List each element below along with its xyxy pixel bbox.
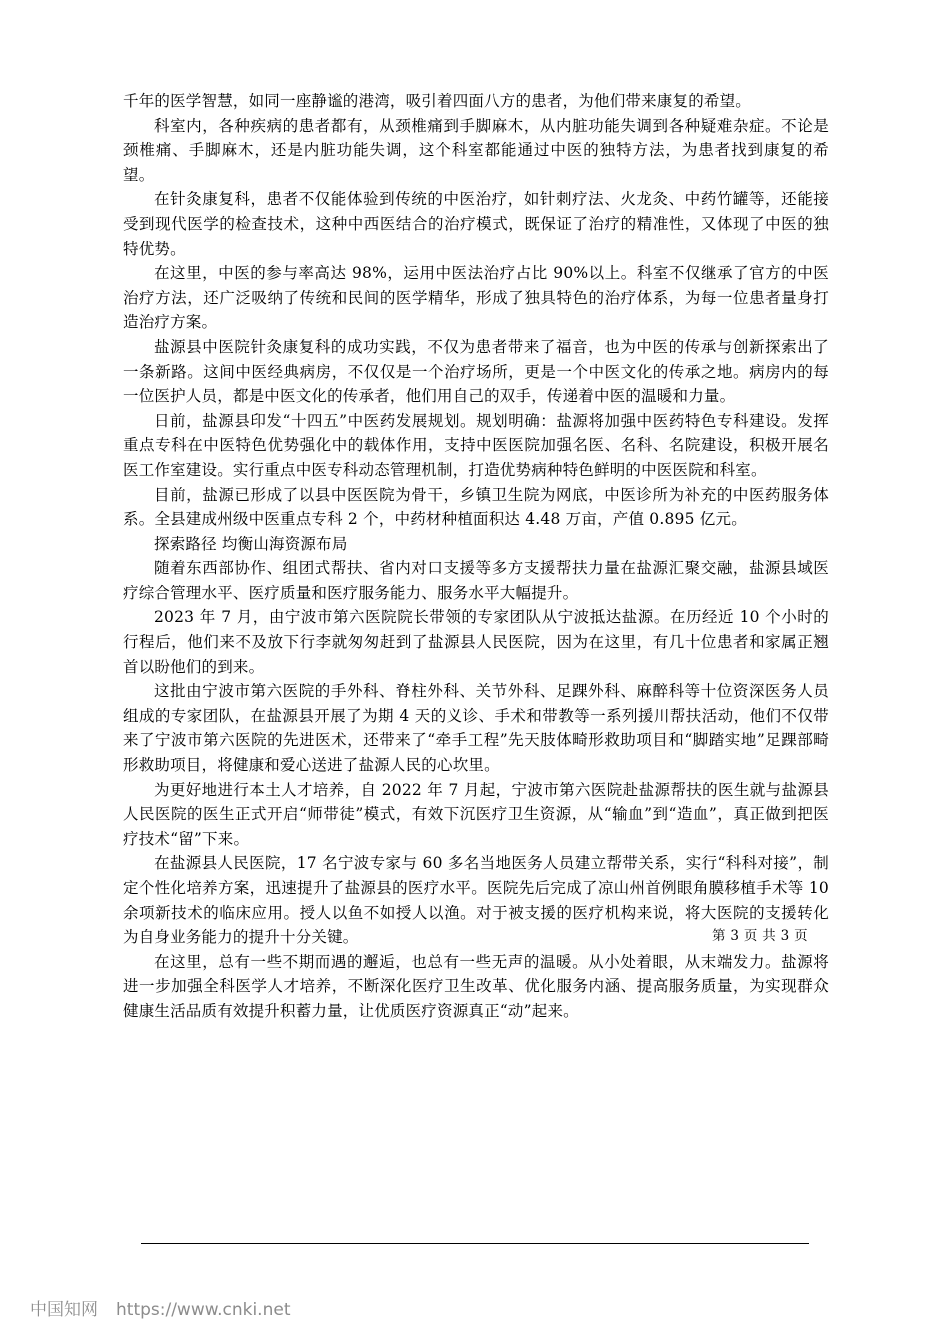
paragraph: 千年的医学智慧，如同一座静谧的港湾，吸引着四面八方的患者，为他们带来康复的希望。 <box>123 92 752 110</box>
paragraph: 这批由宁波市第六医院的手外科、脊柱外科、关节外科、足踝外科、麻醉科等十位资深医务人员组成的专家团队，在盐源县开展了为期 4 天的义诊、手术和带教等一系列援川帮扶活动，他们不仅带来了宁波市第六医院的先进医术，还带来了“牵手工程”先天肢体畸形救助项目和“脚踏实地”足踝部畸形救助项目，将健康和爱心送进了盐源人民的心坎里。 <box>123 682 829 775</box>
paragraph: 在这里，中医的参与率高达 98%，运用中医法治疗占比 90%以上。科室不仅继承了官方的中医治疗方法，还广泛吸纳了传统和民间的医学精华，形成了独具特色的治疗体系，为每一位患者量身打造治疗方案。 <box>123 264 829 332</box>
paragraph: 2023 年 7 月，由宁波市第六医院院长带领的专家团队从宁波抵达盐源。在历经近 10 个小时的行程后，他们来不及放下行李就匆匆赶到了盐源县人民医院，因为在这里，有几十位患者和家属正翘首以盼他们的到来。 <box>123 608 829 676</box>
paragraph: 在针灸康复科，患者不仅能体验到传统的中医治疗，如针刺疗法、火龙灸、中药竹罐等，还能接受到现代医学的检查技术，这种中西医结合的治疗模式，既保证了治疗的精准性，又体现了中医的独特优势。 <box>123 190 829 258</box>
paragraph: 日前，盐源县印发“十四五”中医药发展规划。规划明确：盐源将加强中医药特色专科建设。发挥重点专科在中医特色优势强化中的载体作用，支持中医医院加强名医、名科、名院建设，积极开展名医工作室建设。实行重点中医专科动态管理机制，打造优势病种特色鲜明的中医医院和科室。 <box>123 411 829 479</box>
watermark-url: https://www.cnki.net <box>116 1300 291 1320</box>
paragraph: 在这里，总有一些不期而遇的邂逅，也总有一些无声的温暖。从小处着眼，从末端发力。盐源将进一步加强全科医学人才培养，不断深化医疗卫生改革、优化服务内涵、提高服务质量，为实现群众健康生活品质有效提升积蓄力量，让优质医疗资源真正“动”起来。 <box>123 952 829 1020</box>
paragraph: 目前，盐源已形成了以县中医医院为骨干，乡镇卫生院为网底，中医诊所为补充的中医药服务体系。全县建成州级中医重点专科 2 个，中药材种植面积达 4.48 万亩，产值 0.895 亿元。 <box>123 485 829 529</box>
paragraph: 科室内，各种疾病的患者都有，从颈椎痛到手脚麻木，从内脏功能失调到各种疑难杂症。不论是颈椎痛、手脚麻木，还是内脏功能失调，这个科室都能通过中医的独特方法，为患者找到康复的希望。 <box>123 116 829 184</box>
paragraph: 为更好地进行本土人才培养，自 2022 年 7 月起，宁波市第六医院赴盐源帮扶的医生就与盐源县人民医院的医生正式开启“师带徒”模式，有效下沉医疗卫生资源，从“输血”到“造血”，真正做到把医疗技术“留”下来。 <box>123 780 829 848</box>
watermark-brand: 中国知网 <box>30 1300 98 1320</box>
paragraph: 在盐源县人民医院，17 名宁波专家与 60 多名当地医务人员建立帮带关系，实行“科科对接”，制定个性化培养方案，迅速提升了盐源县的医疗水平。医院先后完成了凉山州首例眼角膜移植手术等 10 余项新技术的临床应用。授人以鱼不如授人以渔。对于被支援的医疗机构来说，将大医院的支援转化为自身业务能力的提升十分关键。 <box>123 854 829 947</box>
article-body <box>123 89 829 1024</box>
section-heading: 探索路径 均衡山海资源布局 <box>154 534 348 553</box>
paragraph: 盐源县中医院针灸康复科的成功实践，不仅为患者带来了福音，也为中医的传承与创新探索出了一条新路。这间中医经典病房，不仅仅是一个治疗场所，更是一个中医文化的传承之地。病房内的每一位医护人员，都是中医文化的传承者，他们用自己的双手，传递着中医的温暖和力量。 <box>123 337 829 406</box>
footer-divider <box>141 1243 809 1244</box>
source-watermark <box>30 1295 290 1320</box>
paragraph: 随着东西部协作、组团式帮扶、省内对口支援等多方支援帮扶力量在盐源汇聚交融，盐源县域医疗综合管理水平、医疗质量和医疗服务能力、服务水平大幅提升。 <box>123 559 829 602</box>
page-number: 第 3 页 共 3 页 <box>712 928 808 944</box>
